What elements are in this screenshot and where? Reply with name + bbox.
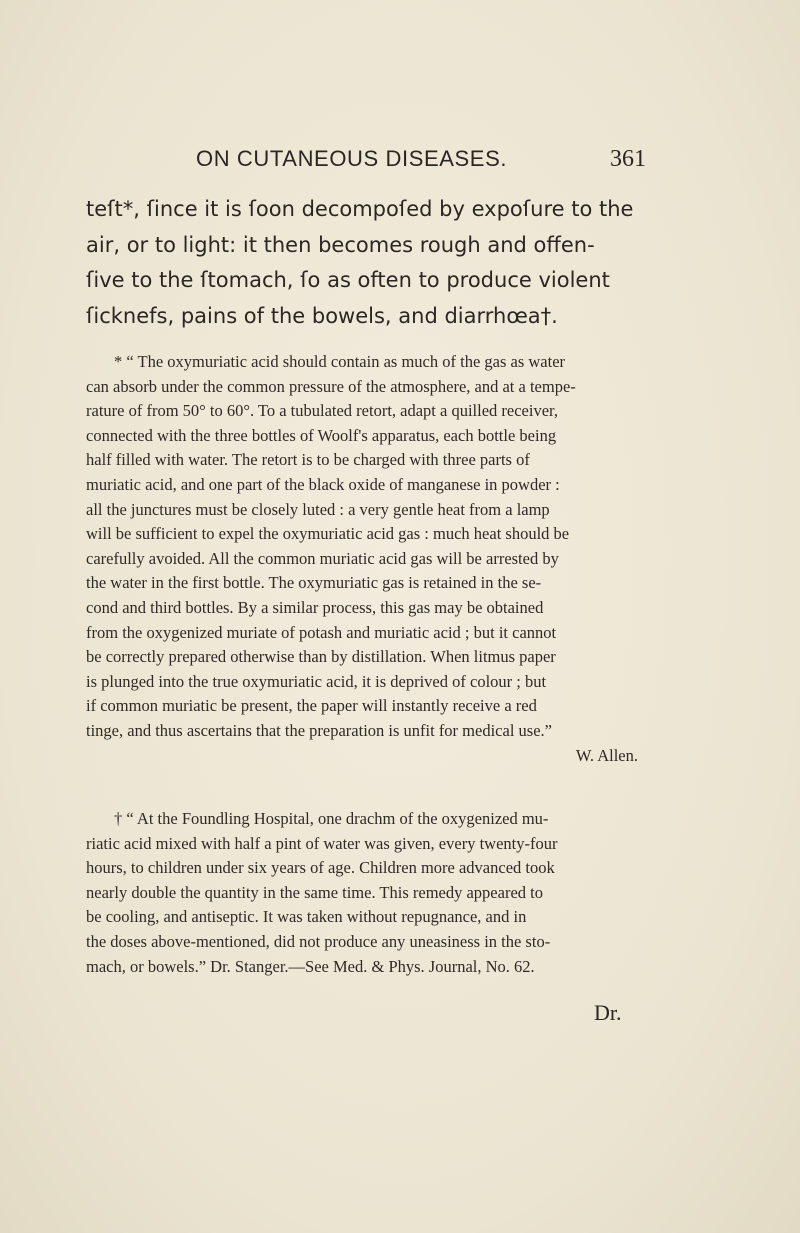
footnote-line: connected with the three bottles of Woolf's apparatus, each bottle being — [86, 425, 557, 445]
footnote-line: cond and third bottles. By a similar process, this gas may be obtained — [86, 597, 544, 617]
footnote-line: carefully avoided. All the common muriatic acid gas will be arrested by — [86, 548, 559, 568]
footnote-line: all the junctures must be closely luted : a very gentle heat from a lamp — [86, 499, 550, 519]
footnote-line: be cooling, and antiseptic. It was taken without repugnance, and in — [86, 907, 527, 927]
body-line: ſive to the ſtomach, ſo as often to produce violent — [86, 268, 610, 292]
footnote-line: mach, or bowels.” Dr. Stanger.—See Med. & Phys. Journal, No. 62. — [86, 956, 535, 976]
running-head: ON CUTANEOUS DISEASES. — [196, 146, 508, 171]
footnote-line: half filled with water. The retort is to be charged with three parts of — [86, 450, 530, 470]
footnote-line: rature of from 50° to 60°. To a tubulated retort, adapt a quilled receiver, — [86, 401, 558, 421]
footnote-line: riatic acid mixed with half a pint of water was given, every twenty-four — [86, 833, 558, 853]
catchword: Dr. — [594, 1000, 622, 1025]
body-line: ſicknefs, pains of the bowels, and diarrhœa†. — [86, 303, 558, 328]
footnote-line: will be sufficient to expel the oxymuriatic acid gas : much heat should be — [86, 524, 570, 544]
body-paragraph — [86, 192, 646, 334]
footnote-line: muriatic acid, and one part of the black oxide of manganese in powder : — [86, 474, 560, 494]
footnote-line: tinge, and thus ascertains that the preparation is unfit for medical use.” — [86, 720, 552, 740]
footnote-line: from the oxygenized muriate of potash and muriatic acid ; but it cannot — [86, 622, 557, 642]
footnote-line: hours, to children under six years of age. Children more advanced took — [86, 858, 555, 878]
footnote-dagger — [86, 807, 644, 979]
footnote-line: is plunged into the true oxymuriatic acid, it is deprived of colour ; but — [86, 671, 547, 691]
page-number: 361 — [610, 146, 646, 172]
footnote-line: nearly double the quantity in the same time. This remedy appeared to — [86, 882, 543, 902]
footnote-line: * “ The oxymuriatic acid should contain as much of the gas as water — [114, 352, 566, 371]
footnote-line: † “ At the Foundling Hospital, one drachm of the oxygenized mu- — [114, 809, 549, 828]
body-line: teſt*, ſince it is ſoon decompoſed by expoſure to the — [86, 197, 634, 221]
footnote-line: can absorb under the common pressure of the atmosphere, and at a tempe- — [86, 376, 576, 396]
footnote-line: be correctly prepared otherwise than by distillation. When litmus paper — [86, 647, 556, 667]
footnote-signature: W. Allen. — [575, 745, 638, 765]
footnote-asterisk — [86, 350, 644, 768]
footnote-line: the doses above-mentioned, did not produce any uneasiness in the sto- — [86, 931, 551, 951]
footnote-line: the water in the first bottle. The oxymuriatic gas is retained in the se- — [86, 573, 542, 593]
body-line: air, or to light: it then becomes rough and offen- — [86, 232, 595, 257]
footnote-line: if common muriatic be present, the paper will instantly receive a red — [86, 696, 537, 716]
page-header — [196, 146, 646, 173]
